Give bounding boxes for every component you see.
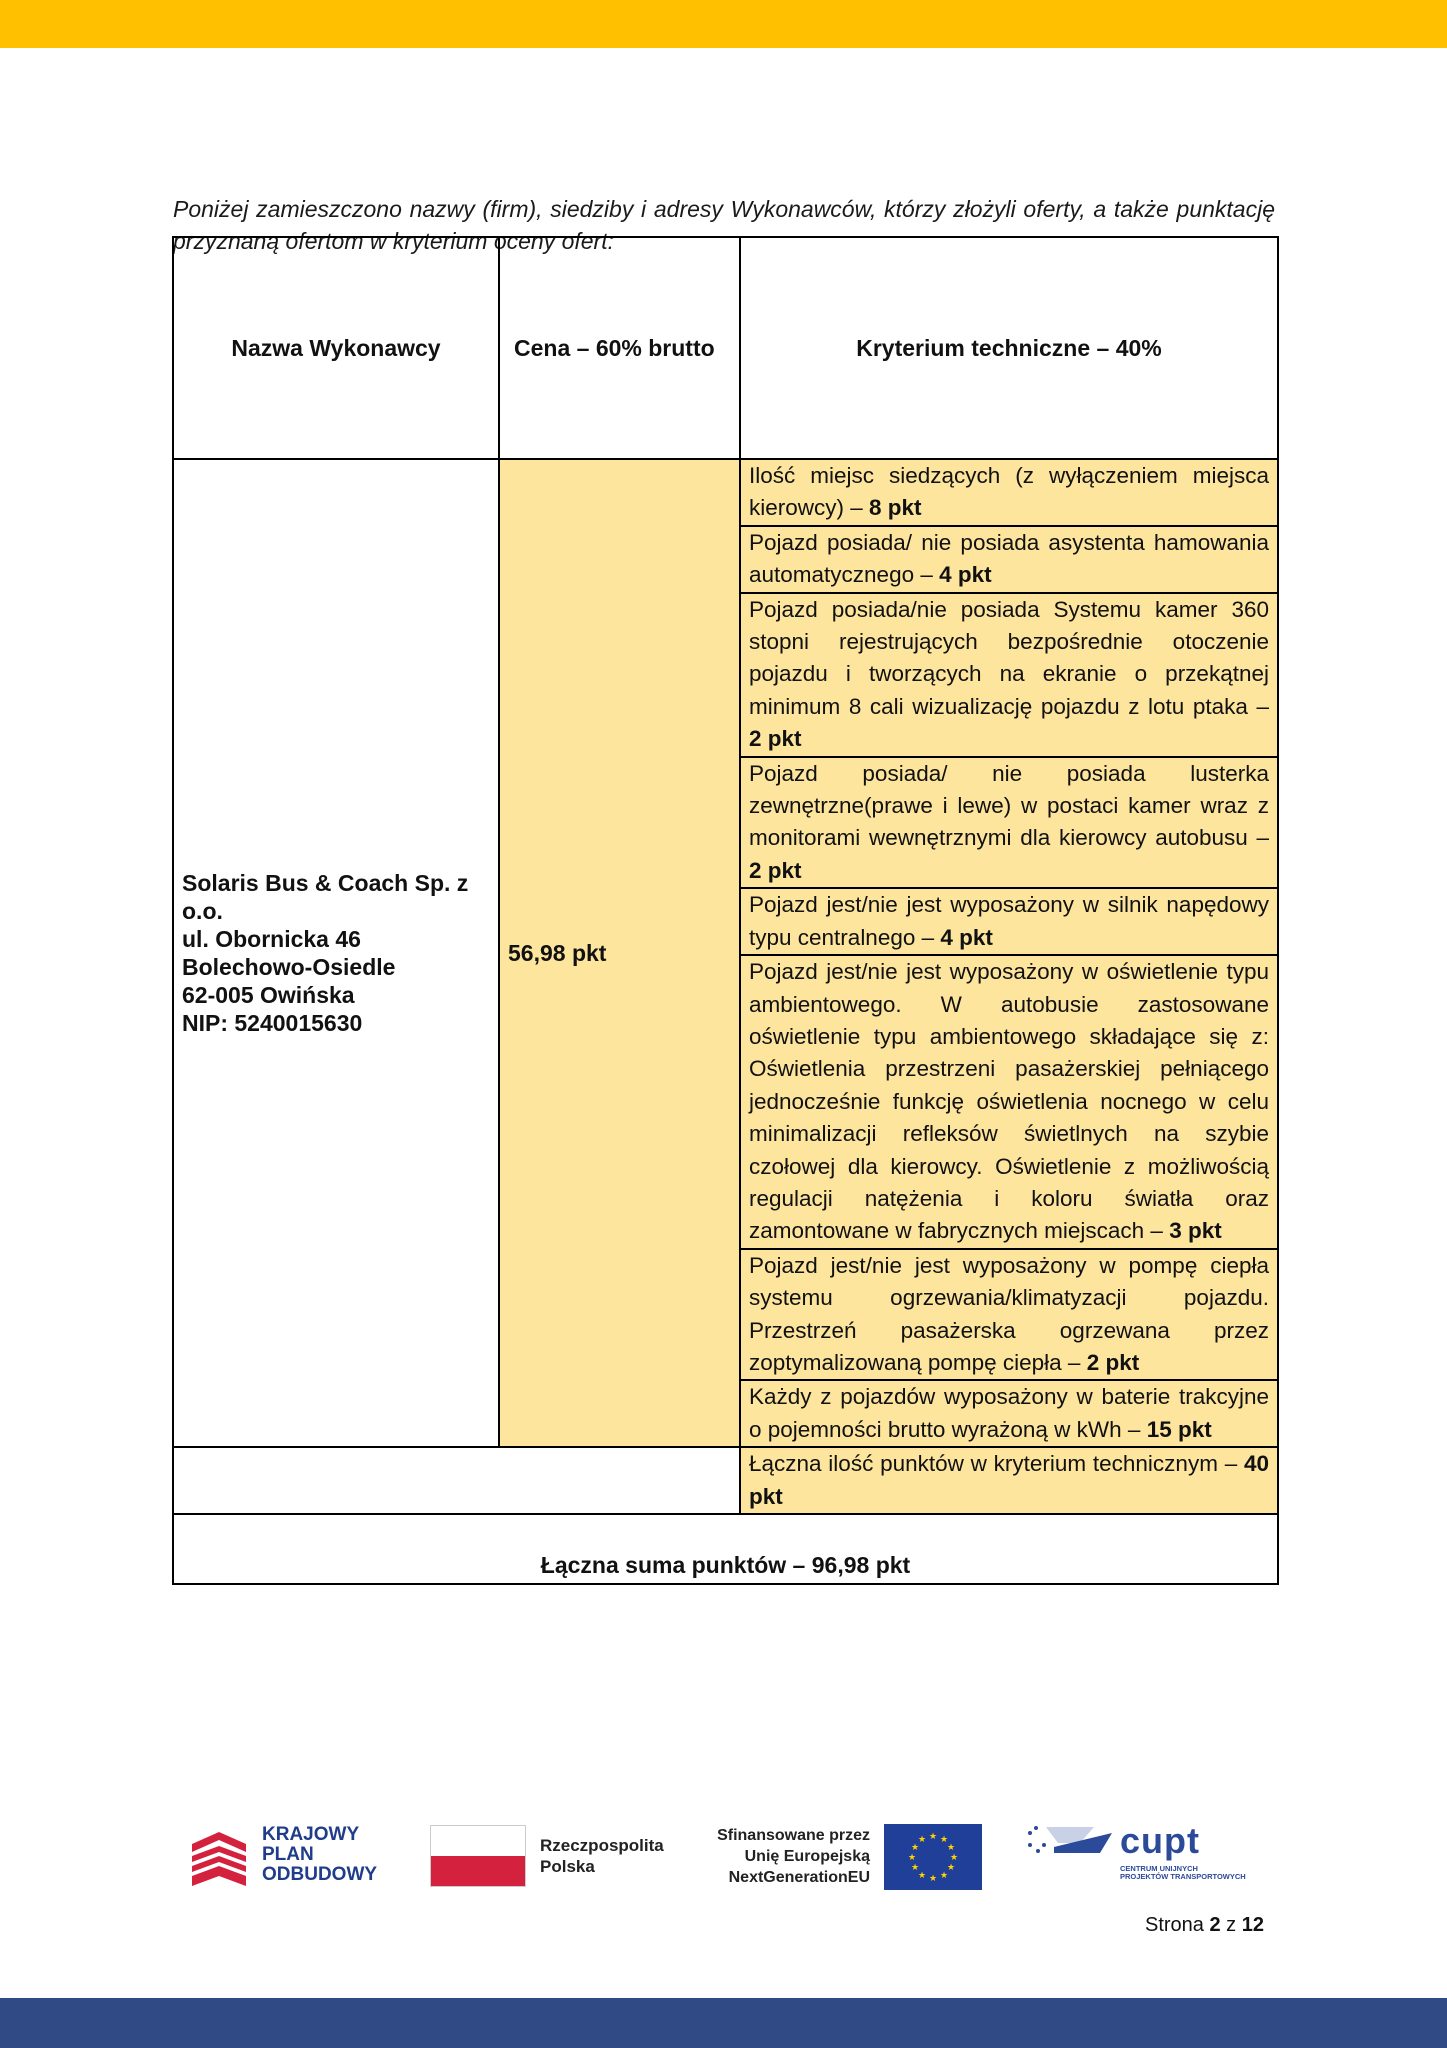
poland-text <box>540 1835 664 1877</box>
kpo-line: KRAJOWY <box>262 1824 360 1845</box>
technical-total-cell <box>740 1447 1278 1514</box>
company-locality: Bolechowo-Osiedle <box>182 954 396 981</box>
kpo-line: ODBUDOWY <box>262 1864 378 1885</box>
criterion-cell <box>740 1249 1278 1381</box>
table-header-row <box>173 237 1278 459</box>
criterion-points: 2 pkt <box>749 726 802 752</box>
company-name: Solaris Bus & Coach Sp. z o.o. <box>182 870 469 925</box>
eu-funding-text <box>700 1825 870 1888</box>
page-prefix: Strona <box>1145 1914 1210 1936</box>
technical-total-row <box>173 1447 1278 1514</box>
criterion-cell <box>740 955 1278 1249</box>
page-total: 12 <box>1241 1914 1264 1936</box>
criterion-cell <box>740 593 1278 757</box>
eu-line: Unię Europejską <box>744 1848 870 1865</box>
cupt-mark-icon <box>1024 1823 1114 1863</box>
svg-text:★: ★ <box>928 1832 938 1842</box>
poland-flag-icon <box>430 1825 526 1887</box>
grand-total-cell: Łączna suma punktów – 96,98 pkt <box>173 1514 1278 1584</box>
criterion-text: Ilość miejsc siedzących (z wyłączeniem miejsca kierowcy) – <box>749 463 1269 521</box>
bottom-accent-bar <box>0 1998 1447 2048</box>
svg-text:★: ★ <box>946 1843 956 1853</box>
criterion-points: 15 pkt <box>1146 1416 1212 1442</box>
criterion-cell <box>740 459 1278 526</box>
company-postcode: 62-005 Owińska <box>182 982 355 1009</box>
technical-total-points: 40 pkt <box>749 1451 1269 1509</box>
criterion-cell <box>740 1380 1278 1447</box>
criterion-cell <box>740 526 1278 593</box>
criterion-points: 8 pkt <box>869 495 922 521</box>
cupt-sub-line: CENTRUM UNIJNYCH <box>1120 1864 1198 1873</box>
svg-text:★: ★ <box>946 1863 956 1873</box>
eu-flag-icon <box>884 1824 982 1890</box>
kpo-logo <box>190 1825 410 1885</box>
svg-text:★: ★ <box>939 1835 949 1845</box>
criterion-text: Każdy z pojazdów wyposażony w baterie trakcyjne o pojemności brutto wyrażoną w kWh – <box>749 1384 1269 1442</box>
grand-total-row <box>173 1514 1278 1584</box>
criterion-points: 4 pkt <box>940 924 993 950</box>
criterion-points: 2 pkt <box>749 857 802 883</box>
kpo-mark-icon <box>190 1830 248 1888</box>
cupt-wordmark: cupt <box>1120 1820 1200 1861</box>
header-price: Cena – 60% brutto <box>499 237 740 459</box>
eu-line: NextGenerationEU <box>728 1869 870 1886</box>
page-current: 2 <box>1209 1914 1221 1936</box>
criterion-text: Pojazd posiada/nie posiada Systemu kamer 360 stopni rejestrujących bezpośrednie otoczenie pojazdu i tworzących na ekranie o przekątnej minimum 8 cali wizualizację pojazdu z lotu ptaka – <box>749 596 1269 719</box>
eu-line: Sfinansowane przez <box>717 1827 870 1844</box>
offers-table <box>172 236 1279 1585</box>
svg-text:★: ★ <box>917 1871 927 1881</box>
criterion-text: Pojazd posiada/ nie posiada asystenta hamowania automatycznego – <box>749 529 1269 588</box>
page-separator: z <box>1220 1914 1242 1936</box>
cupt-sub-line: PROJEKTÓW TRANSPORTOWYCH <box>1120 1872 1246 1881</box>
technical-total-text: Łączna ilość punktów w kryterium technicznym – <box>749 1451 1244 1477</box>
header-company: Nazwa Wykonawcy <box>173 237 499 459</box>
cupt-subtitle <box>1120 1865 1246 1881</box>
criterion-points: 4 pkt <box>939 562 992 588</box>
svg-text:★: ★ <box>939 1871 949 1881</box>
svg-text:★: ★ <box>910 1863 920 1873</box>
funding-logos <box>0 1815 1447 1895</box>
table-row <box>173 459 1278 526</box>
poland-line: Polska <box>540 1857 595 1876</box>
header-technical: Kryterium techniczne – 40% <box>740 237 1278 459</box>
svg-text:★: ★ <box>928 1874 938 1884</box>
criterion-text: Pojazd posiada/ nie posiada lusterka zewnętrzne(prawe i lewe) w postaci kamer wraz z monitorami wewnętrznymi dla kierowcy autobusu – <box>749 760 1269 851</box>
page-number <box>1145 1914 1264 1937</box>
company-street: ul. Obornicka 46 <box>182 926 361 953</box>
empty-cell <box>173 1447 740 1514</box>
company-cell <box>173 459 499 1447</box>
poland-line: Rzeczpospolita <box>540 1836 664 1855</box>
top-accent-bar <box>0 0 1447 48</box>
kpo-line: PLAN <box>262 1844 314 1865</box>
criterion-text: Pojazd jest/nie jest wyposażony w silnik napędowy typu centralnego – <box>749 892 1269 950</box>
criterion-text: Pojazd jest/nie jest wyposażony w pompę ciepła systemu ogrzewania/klimatyzacji pojazdu. Przestrzeń pasażerska ogrzewana przez zoptymalizowaną pompę ciepła – <box>749 1252 1269 1375</box>
criterion-points: 3 pkt <box>1169 1218 1222 1244</box>
company-nip: NIP: 5240015630 <box>182 1010 363 1037</box>
criterion-cell <box>740 888 1278 955</box>
kpo-text <box>262 1825 377 1885</box>
intro-paragraph: Poniżej zamieszczono nazwy (firm), siedziby i adresy Wykonawców, którzy złożyli oferty, a także punktację przyznaną ofertom w kryterium oceny ofert: <box>173 196 1275 254</box>
svg-text:★: ★ <box>907 1853 917 1863</box>
criterion-text: Pojazd jest/nie jest wyposażony w oświetlenie typu ambientowego. W autobusie zastosowane oświetlenie typu ambientowego składające się z: Oświetlenia przestrzeni pasażerskiej pełniącego jednocześnie funkcję oświetlenia nocnego w celu minimalizacji refleksów świetlnych na szybie czołowej dla kierowcy. Oświetlenie z możliwością regulacji natężenia i koloru światła oraz zamontowane w fabrycznych miejscach – <box>749 959 1269 1244</box>
criterion-points: 2 pkt <box>1086 1349 1140 1375</box>
svg-text:★: ★ <box>917 1835 927 1845</box>
criterion-cell <box>740 757 1278 889</box>
svg-text:★: ★ <box>949 1853 959 1863</box>
price-points-cell: 56,98 pkt <box>499 459 740 1447</box>
svg-text:★: ★ <box>910 1843 920 1853</box>
